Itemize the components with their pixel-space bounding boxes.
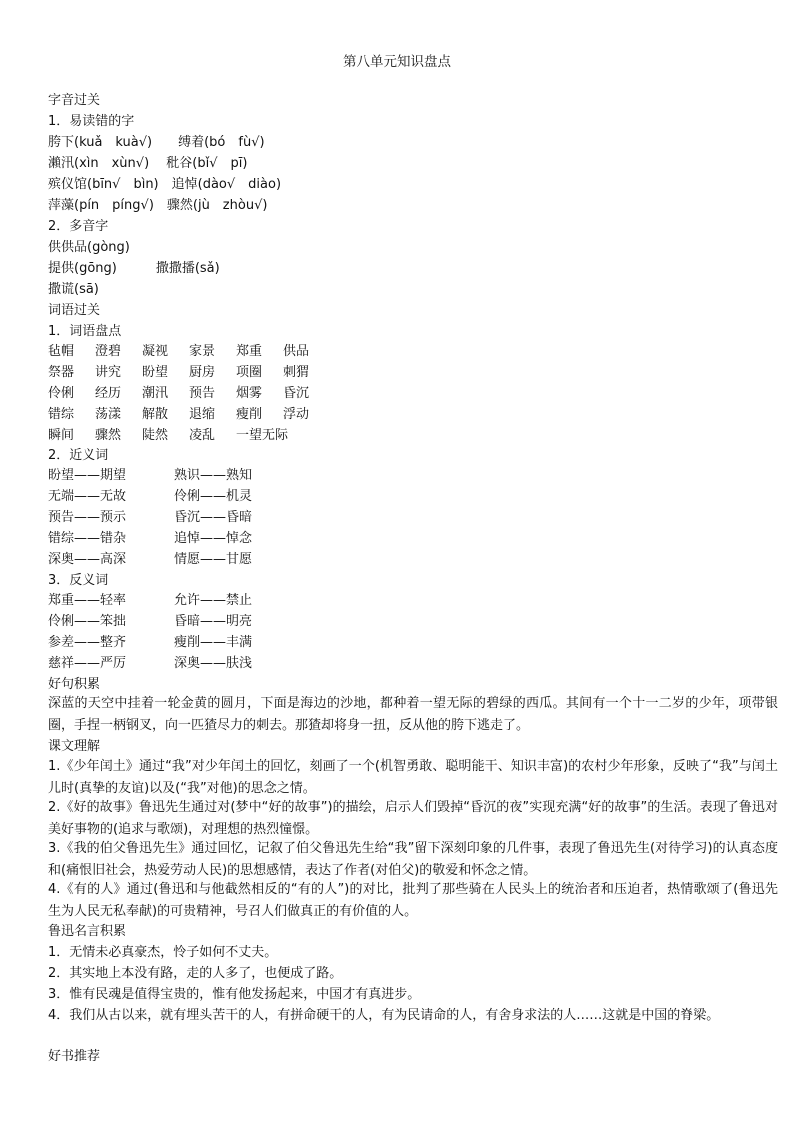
word-pair-row <box>48 508 300 528</box>
kewen-item: 3.《我的伯父鲁迅先生》通过回忆，记叙了伯父鲁迅先生给“我”留下深刻印象的几件事，表现了鲁迅先生(对待学习)的认真态度和(痛恨旧社会，热爱劳动人民)的思想感情，表达了作者(对伯父)的敬爱和怀念之情。 <box>48 841 778 878</box>
kewen-item: 2.《好的故事》鲁迅先生通过对(梦中“好的故事”)的描绘，启示人们毁掉“昏沉的夜”实现充满“好的故事”的生活。表现了鲁迅对美好事物的(追求与歌颂)，对理想的热烈憧憬。 <box>48 800 778 837</box>
word-row <box>48 363 330 383</box>
mingyan-item: 3．惟有民魂是值得宝贵的，惟有他发扬起来，中国才有真进步。 <box>48 987 421 1002</box>
word-item: 骤然 <box>95 428 122 443</box>
word-row <box>48 405 330 425</box>
word-item: 伶俐 <box>48 386 75 401</box>
yidu-line: 胯下(kuǎ kuà√) 缚着(bó fù√) <box>48 135 265 150</box>
section-heading-haoshu: 好书推荐 <box>48 1049 101 1064</box>
word-item: 陡然 <box>142 428 169 443</box>
yidu-line: 瀨汛(xìn xùn√) 秕谷(bǐ√ pī) <box>48 156 248 171</box>
word-pair: 慈祥——严厉 <box>48 656 127 671</box>
word-item: 郑重 <box>236 344 263 359</box>
word-item: 刺猬 <box>283 365 310 380</box>
word-pair-row <box>48 612 300 632</box>
kewen-item: 1.《少年闰土》通过“我”对少年闰土的回忆，刻画了一个(机智勇敢、聪明能干、知识丰富)的农村少年形象，反映了“我”与闰土儿时(真挚的友谊)以及(“我”对他)的思念之情。 <box>48 759 778 796</box>
word-item: 解散 <box>142 407 169 422</box>
mingyan-item: 2．其实地上本没有路，走的人多了，也便成了路。 <box>48 966 343 981</box>
section-heading-kewen: 课文理解 <box>48 739 101 754</box>
page-title: 第八单元知识盘点 <box>343 54 451 70</box>
word-pair-row <box>48 591 300 611</box>
word-pair: 郑重——轻率 <box>48 593 127 608</box>
section-heading-ziyin: 字音过关 <box>48 93 101 108</box>
word-item: 浮动 <box>283 407 310 422</box>
word-row <box>48 342 330 362</box>
kewen-item: 4.《有的人》通过(鲁迅和与他截然相反的“有的人”)的对比，批判了那些骑在人民头上的统治者和压迫者，热情歌颂了(鲁迅先生为人民无私奉献)的可贵精神，号召人们做真正的有价值的人。 <box>48 882 778 919</box>
word-pair: 无端——无故 <box>48 489 127 504</box>
duoyin-line: 供供品(gòng) <box>48 240 130 255</box>
section-heading-haoju: 好句积累 <box>48 677 101 692</box>
word-pair: 深奥——肤浅 <box>174 656 253 671</box>
word-item: 凝视 <box>142 344 169 359</box>
word-item: 荡漾 <box>95 407 122 422</box>
duoyin-line: 撒谎(sā) <box>48 282 99 297</box>
mingyan-item: 4．我们从古以来，就有埋头苦干的人，有拼命硬干的人，有为民请命的人，有舍身求法的人……这就是中国的脊梁。 <box>48 1008 720 1023</box>
yidu-line: 萍藻(pín píng√) 骤然(jù zhòu√) <box>48 198 268 213</box>
word-row <box>48 426 289 446</box>
word-pair: 允许——禁止 <box>174 593 253 608</box>
word-pair: 盼望——期望 <box>48 468 127 483</box>
word-pair: 错综——错杂 <box>48 531 127 546</box>
word-item: 澄碧 <box>95 344 122 359</box>
word-item: 讲究 <box>95 365 122 380</box>
word-item: 毡帽 <box>48 344 75 359</box>
word-item: 家景 <box>189 344 216 359</box>
word-item: 瘦削 <box>236 407 263 422</box>
word-pair-row <box>48 487 300 507</box>
word-item: 瞬间 <box>48 428 75 443</box>
subheading-fanyi: 3．反义词 <box>48 573 109 588</box>
word-item: 厨房 <box>189 365 216 380</box>
word-pair-row <box>48 529 300 549</box>
word-row <box>48 384 330 404</box>
word-pair: 昏沉——昏暗 <box>174 510 253 525</box>
subheading-jinyi: 2．近义词 <box>48 448 109 463</box>
word-pair: 深奥——高深 <box>48 552 127 567</box>
word-item: 祭器 <box>48 365 75 380</box>
section-heading-mingyan: 鲁迅名言积累 <box>48 924 127 939</box>
word-pair: 伶俐——机灵 <box>174 489 253 504</box>
word-item: 一望无际 <box>236 428 289 443</box>
word-item: 错综 <box>48 407 75 422</box>
word-pair: 瘦削——丰满 <box>174 635 253 650</box>
word-pair: 参差——整齐 <box>48 635 127 650</box>
section-heading-ciyu: 词语过关 <box>48 303 101 318</box>
subheading-pandian: 1．词语盘点 <box>48 324 122 339</box>
word-pair-row <box>48 550 300 570</box>
word-pair: 熟识——熟知 <box>174 468 253 483</box>
word-pair: 预告——预示 <box>48 510 127 525</box>
word-pair: 伶俐——笨拙 <box>48 614 127 629</box>
word-item: 凌乱 <box>189 428 216 443</box>
word-item: 供品 <box>283 344 310 359</box>
haoju-paragraph: 深蓝的天空中挂着一轮金黄的圆月，下面是海边的沙地，都种着一望无际的碧绿的西瓜。其间有一个十一二岁的少年，项带银圈，手捏一柄钢叉，向一匹猹尽力的刺去。那猹却将身一扭，反从他的胯下逃走了。 <box>48 696 778 733</box>
word-pair-row <box>48 633 300 653</box>
subheading-yidu: 1．易读错的字 <box>48 114 135 129</box>
word-pair: 昏暗——明亮 <box>174 614 253 629</box>
word-item: 预告 <box>189 386 216 401</box>
duoyin-line: 提供(gōng) 撒撒播(sǎ) <box>48 261 220 276</box>
subheading-duoyin: 2．多音字 <box>48 219 109 234</box>
mingyan-item: 1．无情未必真豪杰，怜子如何不丈夫。 <box>48 945 278 960</box>
word-item: 项圈 <box>236 365 263 380</box>
word-item: 经历 <box>95 386 122 401</box>
word-item: 昏沉 <box>283 386 310 401</box>
word-item: 盼望 <box>142 365 169 380</box>
word-pair-row <box>48 466 300 486</box>
word-item: 退缩 <box>189 407 216 422</box>
word-item: 烟雾 <box>236 386 263 401</box>
word-pair: 追悼——悼念 <box>174 531 253 546</box>
yidu-line: 殡仪馆(bīn√ bìn) 追悼(dào√ diào) <box>48 177 282 192</box>
word-pair-row <box>48 654 300 674</box>
word-item: 潮汛 <box>142 386 169 401</box>
word-pair: 情愿——甘愿 <box>174 552 253 567</box>
